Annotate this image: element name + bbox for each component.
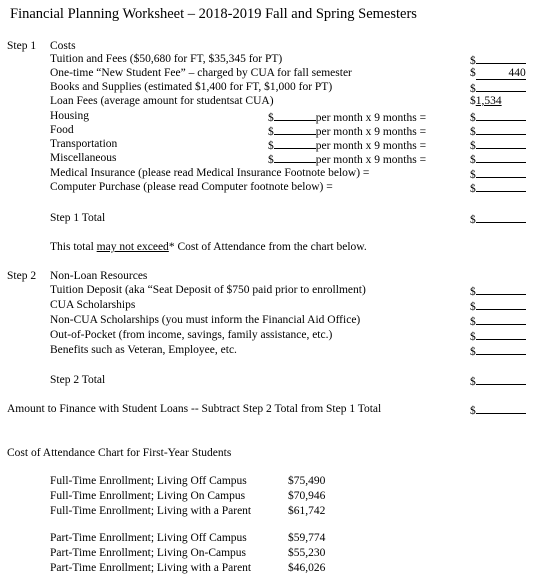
cost-of-attendance-note: This total may not exceed* Cost of Attendance from the chart below. — [50, 241, 367, 253]
step2-label: Step 2 — [7, 270, 37, 282]
chart-row-label: Part-Time Enrollment; Living with a Parent — [50, 562, 252, 574]
transportation-amount[interactable]: $ — [470, 137, 526, 153]
chart-row-label: Full-Time Enrollment; Living Off Campus — [50, 475, 247, 487]
chart-row-value: $75,490 — [288, 475, 326, 487]
worksheet-title: Financial Planning Worksheet – 2018-2019 Fall and Spring Semesters — [10, 6, 417, 22]
amount-to-finance-amount[interactable]: $ — [470, 402, 526, 418]
cua-scholarships-amount[interactable]: $ — [470, 298, 526, 314]
step1-heading: Costs — [50, 40, 76, 52]
food-amount[interactable]: $ — [470, 123, 526, 139]
chart-row-value: $70,946 — [288, 490, 326, 502]
housing-monthly[interactable]: $ per month x 9 months = — [268, 109, 426, 125]
medical-insurance-amount[interactable]: $ — [470, 166, 526, 182]
new-student-fee-line: One-time “New Student Fee” – charged by CUA for fall semester — [50, 67, 352, 79]
food-line: Food — [50, 124, 74, 136]
transportation-line: Transportation — [50, 138, 118, 150]
loan-fees-amount: $1,534 — [470, 95, 502, 107]
housing-amount[interactable]: $ — [470, 109, 526, 125]
step2-total-amount[interactable]: $ — [470, 373, 526, 389]
step1-label: Step 1 — [7, 40, 37, 52]
benefits-amount[interactable]: $ — [470, 343, 526, 359]
chart-row-label: Part-Time Enrollment; Living On-Campus — [50, 547, 247, 559]
cost-of-attendance-chart-heading: Cost of Attendance Chart for First-Year Students — [7, 447, 232, 459]
step1-total-amount[interactable]: $ — [470, 211, 526, 227]
chart-row-value: $61,742 — [288, 505, 326, 517]
tuition-fees-amount[interactable]: $ — [470, 52, 526, 68]
books-supplies-line: Books and Supplies (estimated $1,400 for FT, $1,000 for PT) — [50, 81, 333, 93]
tuition-deposit-amount[interactable]: $ — [470, 283, 526, 299]
miscellaneous-monthly[interactable]: $ per month x 9 months = — [268, 151, 426, 167]
computer-purchase-amount[interactable]: $ — [470, 180, 526, 196]
step1-total-label: Step 1 Total — [50, 212, 106, 224]
housing-line: Housing — [50, 110, 89, 122]
chart-row-value: $59,774 — [288, 532, 326, 544]
tuition-deposit-line: Tuition Deposit (aka “Seat Deposit of $750 paid prior to enrollment) — [50, 284, 366, 296]
cua-scholarships-line: CUA Scholarships — [50, 299, 136, 311]
benefits-line: Benefits such as Veteran, Employee, etc. — [50, 344, 237, 356]
chart-row-label: Part-Time Enrollment; Living Off Campus — [50, 532, 247, 544]
amount-to-finance-line: Amount to Finance with Student Loans -- Subtract Step 2 Total from Step 1 Total — [7, 403, 382, 415]
transportation-monthly[interactable]: $ per month x 9 months = — [268, 137, 426, 153]
loan-fees-line: Loan Fees (average amount for studentsat CUA) — [50, 95, 274, 107]
step2-total-label: Step 2 Total — [50, 374, 106, 386]
miscellaneous-line: Miscellaneous — [50, 152, 117, 164]
chart-row-label: Full-Time Enrollment; Living with a Parent — [50, 505, 252, 517]
chart-row-label: Full-Time Enrollment; Living On Campus — [50, 490, 246, 502]
non-cua-scholarships-amount[interactable]: $ — [470, 313, 526, 329]
non-cua-scholarships-line: Non-CUA Scholarships (you must inform the Financial Aid Office) — [50, 314, 361, 326]
computer-purchase-line: Computer Purchase (please read Computer footnote below) = — [50, 181, 333, 193]
miscellaneous-amount[interactable]: $ — [470, 151, 526, 167]
out-of-pocket-amount[interactable]: $ — [470, 328, 526, 344]
medical-insurance-line: Medical Insurance (please read Medical Insurance Footnote below) = — [50, 167, 370, 179]
tuition-fees-line: Tuition and Fees ($50,680 for FT, $35,345 for PT) — [50, 53, 283, 65]
out-of-pocket-line: Out-of-Pocket (from income, savings, family assistance, etc.) — [50, 329, 333, 341]
step2-heading: Non-Loan Resources — [50, 270, 148, 282]
new-student-fee-amount: $ 440 — [470, 67, 526, 79]
food-monthly[interactable]: $ per month x 9 months = — [268, 123, 426, 139]
books-supplies-amount[interactable]: $ — [470, 80, 526, 96]
chart-row-value: $46,026 — [288, 562, 326, 574]
chart-row-value: $55,230 — [288, 547, 326, 559]
